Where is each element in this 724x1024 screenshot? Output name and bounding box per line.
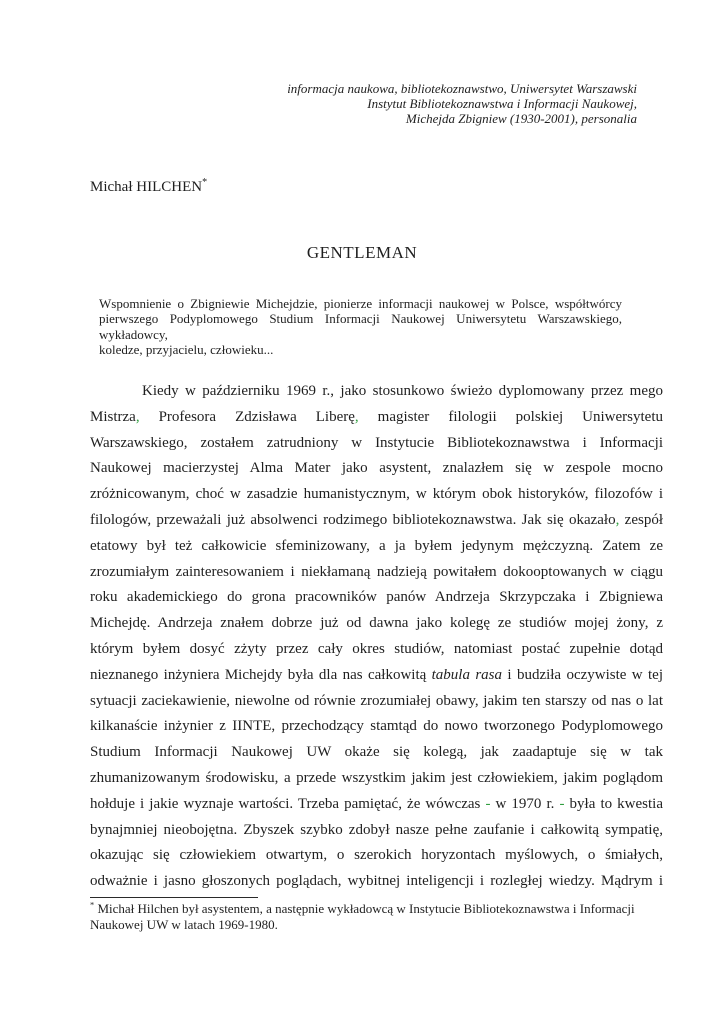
text-segment: Naukowej UW w latach 1969-1980. bbox=[90, 916, 278, 932]
text-line bbox=[90, 637, 663, 663]
text-line bbox=[90, 379, 663, 405]
text-segment: Warszawskiego, zostałem zatrudniony w Instytucie Bibliotekoznawstwa i Informacji bbox=[90, 434, 663, 451]
text-segment: etatowy był też całkowicie sfeminizowany, a ja byłem jedynym mężczyzną. Zatem ze bbox=[90, 537, 663, 554]
text-segment: Instytut Bibliotekoznawstwa i Informacji Naukowej, bbox=[367, 96, 637, 111]
text-line bbox=[200, 111, 637, 126]
text-segment: magister filologii polskiej Uniwersytetu bbox=[358, 408, 663, 425]
text-line bbox=[90, 431, 663, 457]
text-segment: Michejda Zbigniew (1930-2001), personalia bbox=[405, 111, 637, 126]
text-line bbox=[90, 508, 663, 534]
text-segment: zróżnicowanym, choć w zasadzie humanistycznym, w którym obok historyków, filozofów i bbox=[90, 486, 663, 503]
body-paragraph bbox=[90, 379, 663, 895]
text-line bbox=[90, 792, 663, 818]
text-line bbox=[90, 917, 663, 933]
text-line bbox=[90, 766, 663, 792]
text-segment: zhumanizowanym środowisku, a przede wszystkim jakim jest człowiekiem, jakim poglądom bbox=[90, 769, 663, 786]
text-segment: Kiedy w październiku 1969 r., jako stosunkowo świeżo dyplomowany przez mego bbox=[142, 383, 663, 399]
text-line bbox=[90, 663, 663, 689]
author-footnote-mark: * bbox=[202, 177, 208, 188]
text-line bbox=[90, 456, 663, 482]
text-line bbox=[99, 342, 622, 357]
text-segment: bynajmniej nieobojętna. Zbyszek szybko zdobył nasze pełne zaufanie i całkowitą sympatię, bbox=[90, 821, 663, 838]
text-segment-green: , bbox=[135, 408, 140, 425]
text-line bbox=[90, 611, 663, 637]
text-segment: sytuacji zaciekawienie, niewolne od równie zrozumiałej obawy, jakim ten starszy od nas o lat bbox=[90, 692, 663, 709]
text-segment: Studium Informacji Naukowej UW okaże się kolegą, jak zaadaptuje się w tak bbox=[90, 744, 663, 761]
text-segment: zrozumiałym zainteresowaniem i niekłamaną nadzieją powitałem dokooptowanych w ciągu bbox=[90, 563, 663, 580]
text-segment: filologów, przeważali już absolwenci rodzimego bibliotekoznawstwa. Jak się okazało bbox=[90, 511, 616, 528]
text-line bbox=[99, 296, 622, 311]
text-line bbox=[90, 714, 663, 740]
text-segment: pierwszego Podyplomowego Studium Informacji Naukowej Uniwersytetu Warszawskiego, wykładowcy, bbox=[99, 311, 622, 342]
author-line bbox=[90, 177, 207, 196]
article-title: GENTLEMAN bbox=[306, 243, 418, 262]
text-segment: kilkanaście inżynier z IINTE, przechodzący stamtąd do nowo tworzonego Podyplomowego bbox=[90, 718, 663, 735]
text-segment: Michejdę. Andrzeja znałem dobrze już od dawna jako kolegę ze studiów mojej żony, z bbox=[90, 615, 663, 632]
author-name: Michał HILCHEN bbox=[90, 179, 203, 195]
text-segment: Profesora Zdzisława Liberę bbox=[139, 408, 355, 425]
citation-header bbox=[200, 81, 637, 126]
text-segment-green: - bbox=[485, 795, 491, 812]
footnote bbox=[90, 901, 663, 932]
text-segment-sup: * bbox=[90, 899, 95, 910]
text-line bbox=[200, 81, 637, 96]
text-line bbox=[90, 843, 663, 869]
text-line bbox=[90, 740, 663, 766]
text-segment: okazując się człowiekiem otwartym, o szerokich horyzontach myślowych, o śmiałych, bbox=[90, 847, 663, 864]
text-segment: Michał Hilchen był asystentem, a następnie wykładowcą w Instytucie Bibliotekoznawstwa i Informacji bbox=[94, 901, 635, 916]
text-segment: hołduje i jakie wyznaje wartości. Trzeba pamiętać, że wówczas bbox=[90, 795, 486, 812]
text-segment: Wspomnienie o Zbigniewie Michejdzie, pionierze informacji naukowej w Polsce, współtwórcy bbox=[99, 296, 622, 311]
text-segment: była to kwestia bbox=[564, 795, 663, 812]
text-line bbox=[90, 869, 663, 895]
text-segment: Naukowej macierzystej Alma Mater jako asystent, znalazłem się w zespole mocno bbox=[90, 460, 663, 477]
text-line bbox=[90, 901, 663, 917]
text-segment: w 1970 r. bbox=[490, 795, 560, 812]
text-segment: zespół bbox=[619, 511, 664, 528]
text-segment-italic: tabula rasa bbox=[431, 666, 503, 683]
text-segment-green: - bbox=[559, 795, 565, 812]
text-line bbox=[90, 482, 663, 508]
text-segment: i budziła oczywiste w tej bbox=[502, 666, 664, 683]
text-segment: roku akademickiego do grona pracowników panów Andrzeja Skrzypczaka i Zbigniewa bbox=[90, 589, 663, 606]
text-segment: nieznanego inżyniera Michejdy była dla nas całkowitą bbox=[90, 666, 432, 683]
text-segment-green: , bbox=[354, 408, 359, 425]
footnote-rule bbox=[90, 897, 258, 898]
abstract bbox=[99, 296, 622, 358]
text-segment: którym byłem dosyć zżyty przez cały okres studiów, natomiast postać zupełnie dotąd bbox=[90, 640, 663, 657]
text-line bbox=[90, 585, 663, 611]
text-line bbox=[200, 96, 637, 111]
text-line bbox=[90, 405, 663, 431]
text-segment: koledze, przyjacielu, człowieku... bbox=[99, 342, 274, 358]
text-line bbox=[90, 534, 663, 560]
text-segment-green: , bbox=[615, 511, 620, 528]
text-segment: Mistrza bbox=[90, 408, 136, 425]
text-line bbox=[90, 689, 663, 715]
text-line bbox=[90, 560, 663, 586]
text-line bbox=[99, 311, 622, 342]
text-segment: odważnie i jasno głoszonych poglądach, wybitnej inteligencji i rozległej wiedzy. Mądrym i bbox=[90, 873, 663, 890]
text-line bbox=[90, 818, 663, 844]
text-segment: informacja naukowa, bibliotekoznawstwo, Uniwersytet Warszawski bbox=[287, 81, 637, 96]
